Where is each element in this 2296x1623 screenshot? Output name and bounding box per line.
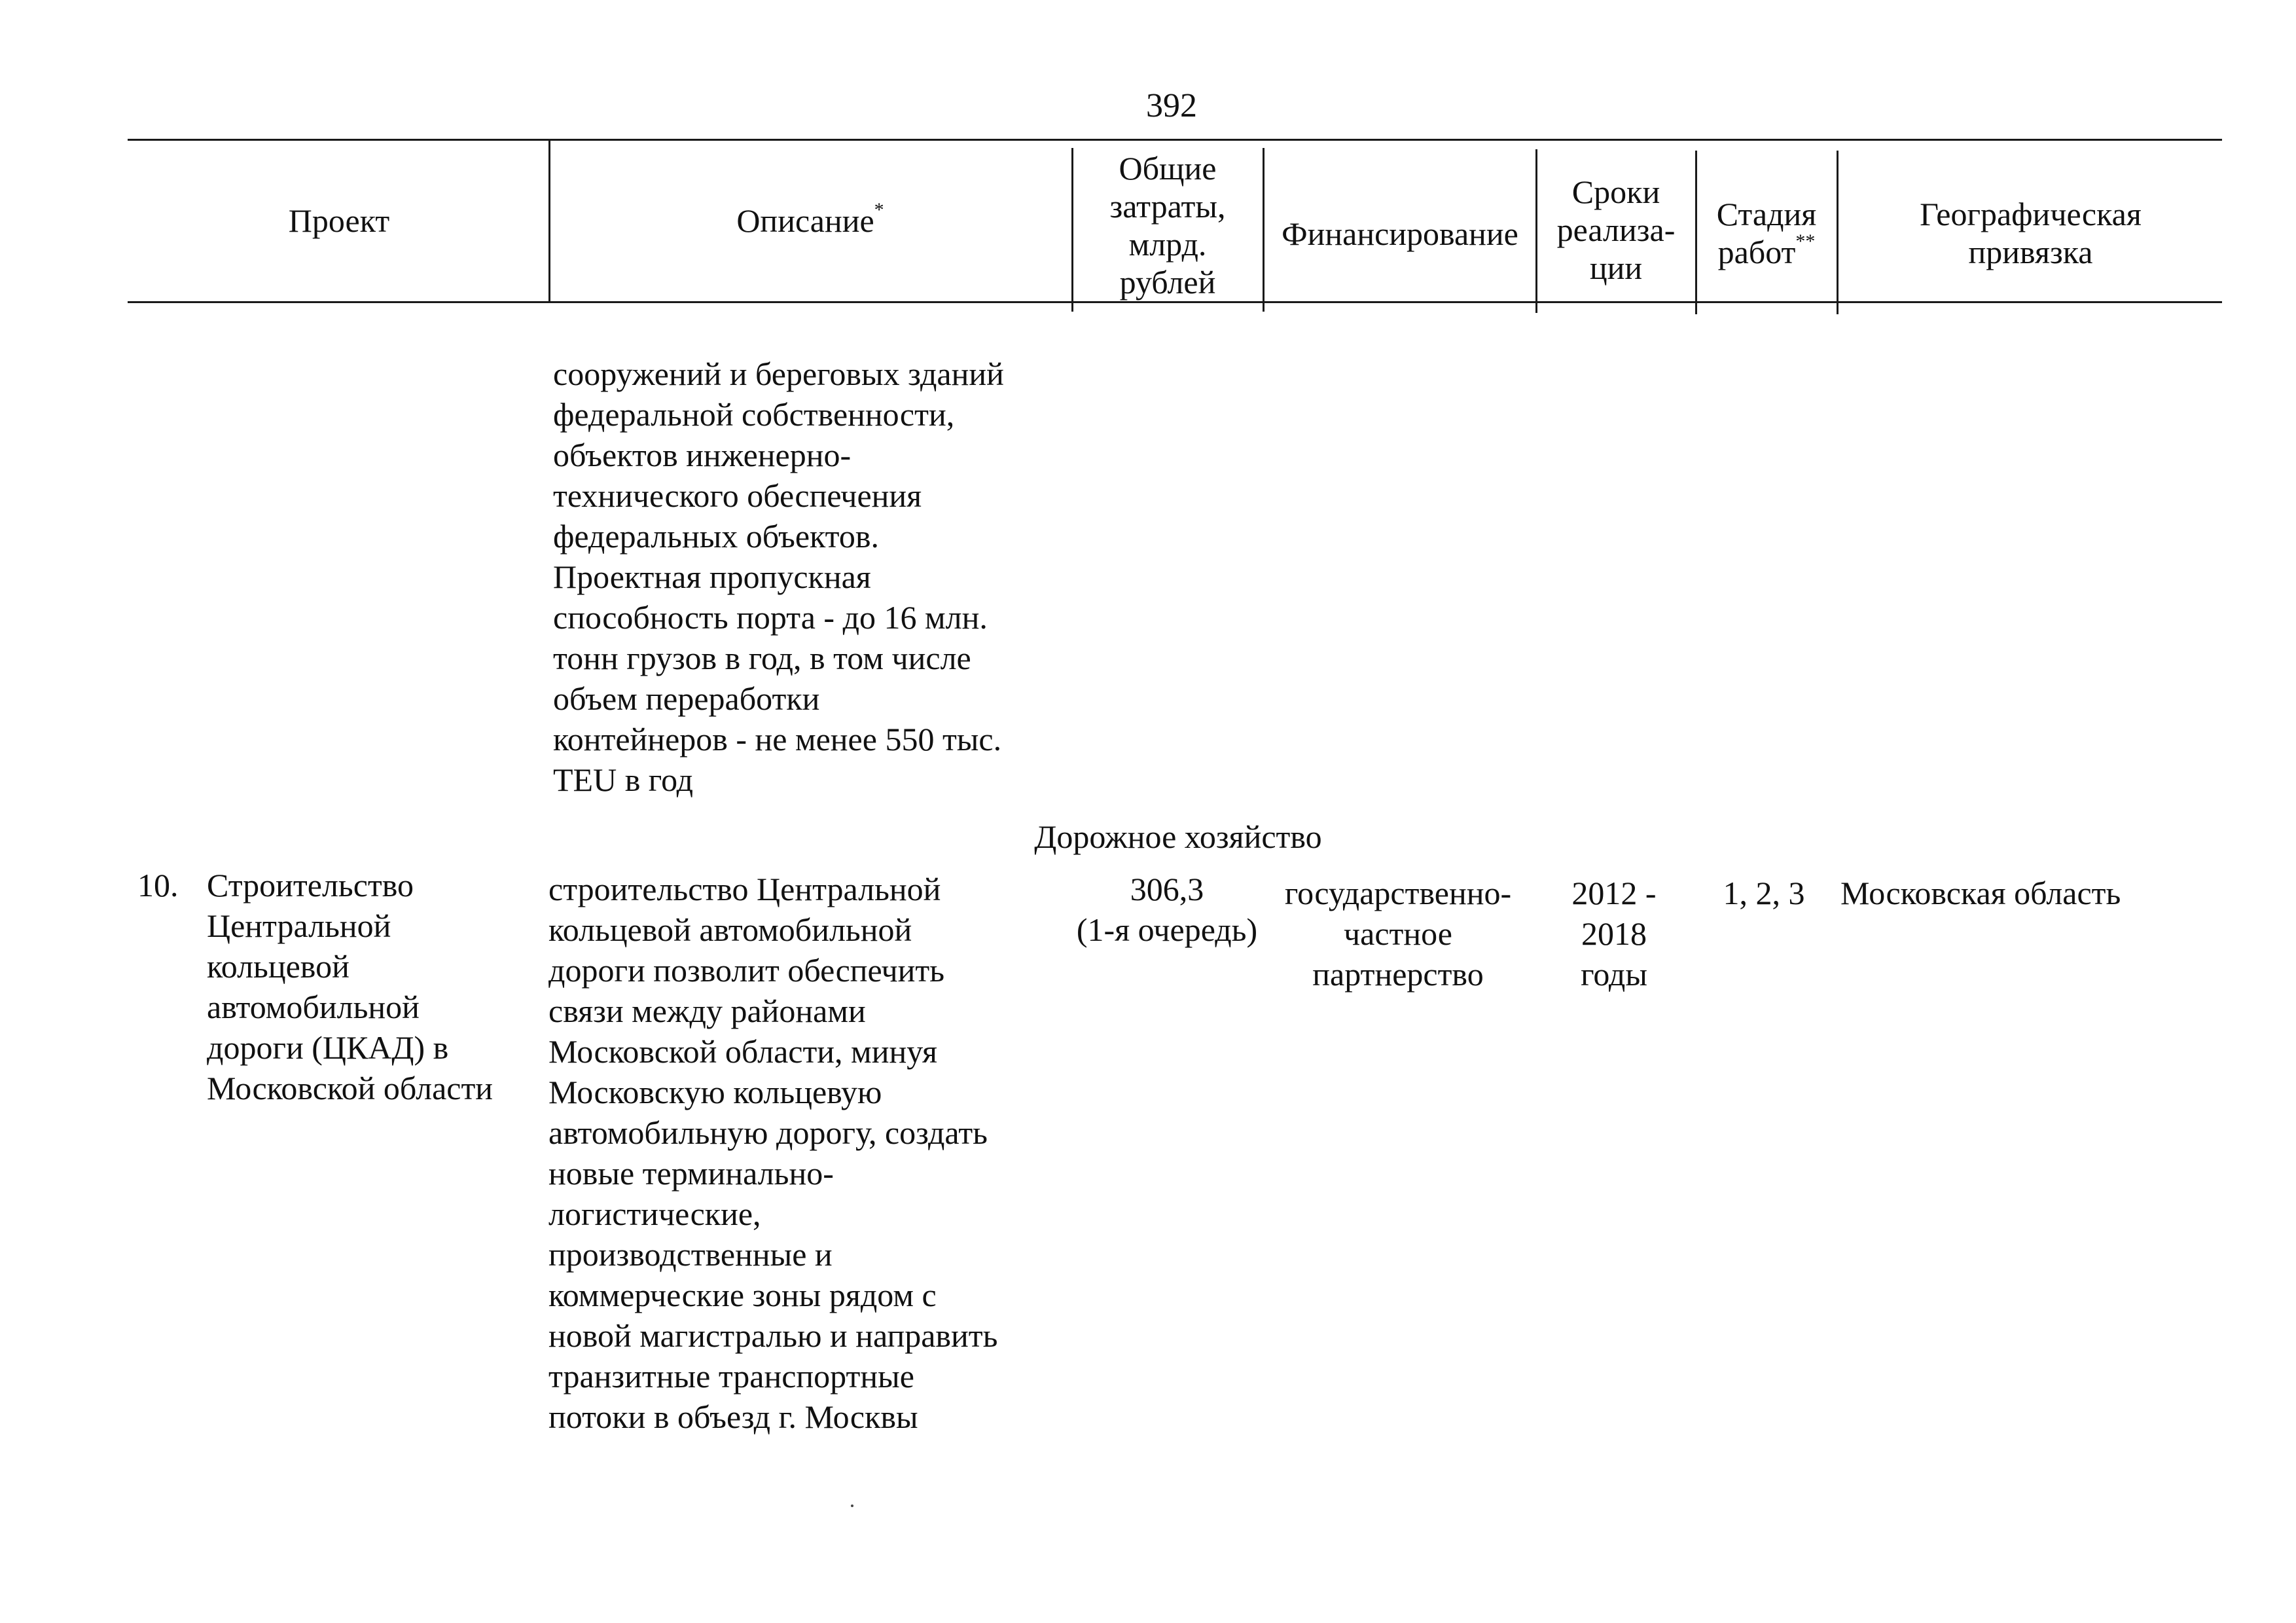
header-description-footnote-mark: * — [874, 199, 884, 221]
header-financing: Финансирование — [1282, 215, 1518, 252]
scan-speck — [851, 1504, 853, 1507]
header-divider-4 — [1535, 149, 1537, 313]
header-stage-footnote-mark: ** — [1795, 230, 1816, 253]
header-costs: Общие затраты, млрд. рублей — [1109, 150, 1226, 301]
header-divider-2 — [1071, 148, 1073, 312]
header-description — [551, 199, 1069, 240]
row-costs: 306,3 (1-я очередь) — [1076, 871, 1258, 948]
header-divider-3 — [1263, 148, 1265, 312]
page-number: 392 — [1146, 87, 1197, 124]
header-geo: Географическая привязка — [1920, 196, 2142, 270]
header-divider-1 — [548, 140, 550, 301]
header-top-rule — [128, 139, 2222, 141]
continuation-description: сооружений и береговых зданий федеральной собственности, объектов инженерно- технического обеспечения федеральных объектов. Проектная пропускная способность порта - до 16 млн. тонн грузов в год, в том числе объем переработки контейнеров - не менее 550 тыс. TEU в год — [553, 356, 1004, 798]
row-number: 10. — [137, 867, 179, 903]
header-divider-5 — [1695, 151, 1697, 314]
header-project-label: Проект — [288, 202, 390, 239]
row-geo: Московская область — [1840, 875, 2121, 911]
row-terms: 2012 - 2018 годы — [1571, 875, 1657, 993]
header-stage-label: Стадия работ** — [1716, 196, 1817, 270]
header-bottom-rule — [128, 301, 2222, 303]
header-project — [131, 202, 547, 240]
section-title: Дорожное хозяйство — [1034, 818, 1322, 855]
row-project: Строительство Центральной кольцевой автомобильной дороги (ЦКАД) в Московской области — [207, 867, 493, 1106]
header-divider-6 — [1837, 151, 1839, 314]
row-financing: государственно- частное партнерство — [1284, 875, 1512, 993]
row-stage: 1, 2, 3 — [1723, 875, 1805, 911]
row-description: строительство Центральной кольцевой автомобильной дороги позволит обеспечить связи между районами Московской области, минуя Московскую кольцевую автомобильную дорогу, создать новые терминально- логистические, производственные и коммерческие зоны рядом с новой магистралью и направить транзитные транспортные потоки в объезд г. Москвы — [548, 871, 998, 1435]
header-description-label: Описание — [736, 202, 874, 239]
header-terms: Сроки реализа- ции — [1556, 173, 1676, 286]
header-stage — [1698, 195, 1835, 271]
